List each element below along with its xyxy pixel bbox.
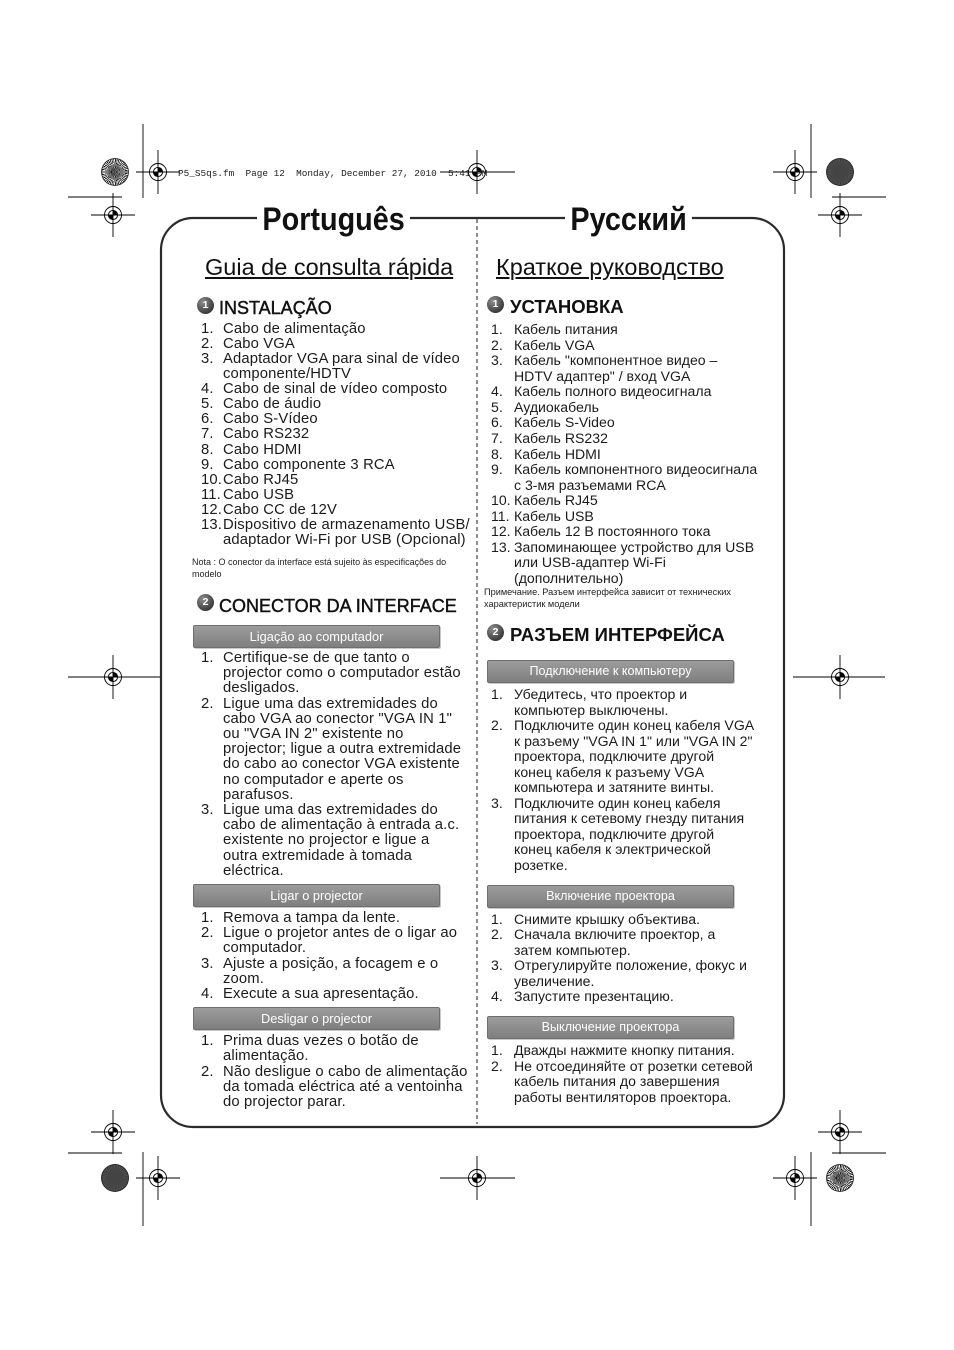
list-item-number: 1. <box>491 911 503 927</box>
list-item-number: 9. <box>491 461 503 478</box>
list-item-number: 5. <box>201 396 214 413</box>
list-item-text: Cabo RS232 <box>223 426 310 443</box>
starburst-mark <box>826 1164 854 1192</box>
list-item-number: 11. <box>491 507 510 524</box>
list-item-text: Снимите крышку объектива. <box>514 911 700 927</box>
list-item-text: Cabo CC de 12V <box>223 501 337 518</box>
list-item <box>491 1059 753 1106</box>
list-item <box>201 957 457 987</box>
list-item <box>201 803 461 879</box>
list-item-text: Não desligue o cabo de alimentação da tomada eléctrica até a ventoinha do projector parar. <box>223 1063 468 1110</box>
list-item <box>201 412 470 427</box>
list-item <box>201 503 470 518</box>
list-item-number: 2. <box>491 336 503 353</box>
list-item-text: Отрегулируйте положение, фокус и увеличение. <box>514 957 748 989</box>
connect-steps-list <box>491 687 754 874</box>
section-number-badge: 1 <box>197 297 214 314</box>
list-item <box>201 473 470 488</box>
list-item <box>201 322 470 337</box>
registration-target <box>818 655 862 699</box>
list-item-text: Cabo de sinal de vídeo composto <box>223 381 448 398</box>
list-item-text: Cabo RJ45 <box>223 471 299 488</box>
guide-title: Guia de consulta rápida <box>205 254 454 280</box>
list-item <box>201 1065 467 1111</box>
list-item-number: 6. <box>201 411 214 428</box>
list-item-text: Adaptador VGA para sinal de vídeo componente/HDTV <box>223 351 460 383</box>
section-heading-installation: INSTALAÇÃO <box>219 298 332 318</box>
list-item-number: 4. <box>201 986 214 1003</box>
list-item-text: Cabo componente 3 RCA <box>223 456 395 473</box>
list-item-text: Убедитесь, что проектор и компьютер выключены. <box>514 686 688 718</box>
list-item-number: 1. <box>201 910 214 926</box>
list-item-number: 5. <box>491 398 503 415</box>
list-item <box>491 718 754 796</box>
list-item-text: Не отсоединяйте от розетки сетевой кабель питания до завершения работы вентиляторов проектора. <box>514 1057 753 1106</box>
list-item-text: Кабель RS232 <box>514 429 608 446</box>
list-item <box>491 958 747 989</box>
list-item-text: Ajuste a posição, a focagem e o zoom. <box>223 955 439 987</box>
list-item <box>201 397 470 412</box>
language-title-russian: Русский <box>565 201 692 237</box>
list-item-text: Кабель USB <box>514 507 594 524</box>
list-item <box>201 911 457 926</box>
section-number-badge: 1 <box>487 296 504 313</box>
list-item-number: 3. <box>491 794 503 811</box>
starburst-mark <box>101 1164 129 1192</box>
list-item-text: Аудиокабель <box>514 398 599 415</box>
connect-steps-list <box>201 651 461 879</box>
list-item <box>201 518 470 548</box>
subsection-bar-power-off: Desligar o projector <box>193 1007 440 1030</box>
registration-target <box>455 1156 499 1200</box>
registration-target <box>818 193 862 237</box>
list-item-number: 2. <box>491 717 503 734</box>
section-number-badge: 2 <box>487 624 504 641</box>
list-item <box>491 493 757 509</box>
list-item <box>491 338 757 354</box>
list-item-text: Cabo S-Vídeo <box>223 411 318 428</box>
subsection-bar-power-on: Включение проектора <box>487 885 734 908</box>
registration-target <box>773 150 817 194</box>
list-item-text: Cabo USB <box>223 486 295 503</box>
list-item-text: Кабель "компонентное видео – HDTV адаптер" / вход VGA <box>514 352 718 384</box>
subsection-bar-connect: Подключение к компьютеру <box>487 660 734 683</box>
list-item-number: 13. <box>201 516 223 533</box>
list-item-number: 1. <box>201 1033 214 1049</box>
list-item-text: Remova a tampa da lente. <box>223 910 401 926</box>
list-item-text: Ligue o projetor antes de o ligar ao computador. <box>223 925 458 957</box>
list-item <box>491 447 757 463</box>
list-item-text: Execute a sua apresentação. <box>223 986 419 1003</box>
subsection-bar-power-off: Выключение проектора <box>487 1016 734 1039</box>
list-item-text: Certifique-se de que tanto o projector como o computador estão desligados. <box>223 650 461 697</box>
list-item-number: 2. <box>201 695 214 712</box>
list-item-text: Запустите презентацию. <box>514 988 674 1005</box>
registration-target <box>91 1110 135 1154</box>
section-heading-interface: РАЗЪЕМ ИНТЕРФЕЙСА <box>510 624 725 645</box>
list-item <box>201 987 457 1002</box>
list-item-text: Ligue uma das extremidades do cabo de alimentação à entrada a.c. existente no projector e ligue a outra extremidade à tomada eléctrica. <box>223 802 460 879</box>
list-item <box>201 488 470 503</box>
list-item-number: 12. <box>491 523 511 540</box>
list-item <box>491 796 754 874</box>
power-off-steps-list <box>201 1034 467 1110</box>
list-item <box>201 697 461 803</box>
installation-note: Примечание. Разъем интерфейса зависит от технических характеристик модели <box>484 587 731 609</box>
list-item-text: Подключите один конец кабеля питания к сетевому гнезду питания проектора, подключите другой конец кабеля к электрической розетке. <box>514 794 745 874</box>
list-item-text: Cabo VGA <box>223 336 295 353</box>
power-on-steps-list <box>491 912 747 1004</box>
list-item-number: 3. <box>491 957 503 974</box>
section-heading-interface: CONECTOR DA INTERFACE <box>219 596 457 616</box>
list-item-text: Кабель 12 В постоянного тока <box>514 523 711 540</box>
list-item-text: Кабель VGA <box>514 336 595 353</box>
power-off-steps-list <box>491 1043 753 1106</box>
list-item <box>201 352 470 382</box>
list-item-number: 6. <box>491 414 503 431</box>
section-number-badge: 2 <box>197 594 214 611</box>
list-item-number: 1. <box>491 321 503 337</box>
list-item <box>491 462 757 493</box>
starburst-mark <box>101 158 129 186</box>
language-title-portuguese: Português <box>257 201 410 237</box>
list-item-number: 10. <box>491 492 511 509</box>
list-item <box>491 353 757 384</box>
list-item-text: Запоминающее устройство для USB или USB-адаптер Wi-Fi (дополнительно) <box>514 538 755 586</box>
list-item <box>491 524 757 540</box>
list-item-text: Cabo HDMI <box>223 441 302 458</box>
list-item-text: Подключите один конец кабеля VGA к разъему "VGA IN 1" или "VGA IN 2" проектора, подключите другой конец кабеля к разъему VGA компьютера и затяните винты. <box>514 717 755 796</box>
list-item <box>491 322 757 338</box>
list-item-text: Кабель компонентного видеосигнала с 3-мя разъемами RCA <box>514 461 758 493</box>
list-item-number: 1. <box>491 686 503 702</box>
list-item <box>201 443 470 458</box>
list-item <box>491 384 757 400</box>
list-item-number: 4. <box>491 988 503 1005</box>
list-item-number: 12. <box>201 501 223 518</box>
registration-target <box>91 655 135 699</box>
list-item-text: Сначала включите проектор, а затем компьютер. <box>514 926 716 958</box>
installation-note: Nota : O conector da interface está sujeito às especificações do modelo <box>192 557 447 579</box>
registration-target <box>773 1156 817 1200</box>
list-item-text: Кабель RJ45 <box>514 492 598 509</box>
list-item-number: 1. <box>201 321 214 337</box>
starburst-mark <box>826 158 854 186</box>
list-item <box>491 687 754 718</box>
list-item <box>491 989 747 1004</box>
list-item-number: 3. <box>491 352 503 369</box>
registration-target <box>91 193 135 237</box>
list-item-number: 2. <box>201 336 214 353</box>
list-item-text: Cabo de áudio <box>223 396 322 413</box>
list-item <box>491 540 757 587</box>
list-item-text: Кабель S-Video <box>514 414 615 431</box>
guide-title: Краткое руководство <box>496 254 724 280</box>
list-item-number: 3. <box>201 351 214 368</box>
list-item-number: 1. <box>201 650 214 666</box>
list-item <box>491 927 747 958</box>
list-item-text: Кабель полного видеосигнала <box>514 383 712 400</box>
list-item-number: 3. <box>201 802 214 819</box>
list-item <box>491 400 757 416</box>
list-item-text: Cabo de alimentação <box>223 321 366 337</box>
list-item-number: 7. <box>201 426 214 443</box>
list-item <box>201 382 470 397</box>
installation-list <box>201 322 470 548</box>
list-item-number: 8. <box>201 441 214 458</box>
list-item-number: 9. <box>201 456 214 473</box>
list-item <box>201 651 461 697</box>
list-item-number: 2. <box>201 1063 214 1080</box>
list-item-text: Кабель питания <box>514 321 618 337</box>
list-item-text: Дважды нажмите кнопку питания. <box>514 1042 735 1058</box>
subsection-bar-connect: Ligação ao computador <box>193 625 440 648</box>
registration-target <box>818 1110 862 1154</box>
list-item-text: Prima duas vezes o botão de alimentação. <box>223 1033 419 1065</box>
installation-list <box>491 322 757 587</box>
list-item <box>201 926 457 956</box>
list-item-number: 7. <box>491 429 503 446</box>
list-item-text: Кабель HDMI <box>514 445 601 462</box>
list-item-number: 4. <box>201 381 214 398</box>
list-item-text: Dispositivo de armazenamento USB/ adaptador Wi-Fi por USB (Opcional) <box>223 516 470 548</box>
list-item <box>491 509 757 525</box>
list-item <box>491 415 757 431</box>
list-item-text: Ligue uma das extremidades do cabo VGA ao conector "VGA IN 1" ou "VGA IN 2" existente no projector; ligue a outra extremidade do cabo ao conector VGA existente no computador e aperte os parafusos. <box>223 695 462 803</box>
power-on-steps-list <box>201 911 457 1002</box>
list-item-number: 13. <box>491 538 511 555</box>
list-item-number: 8. <box>491 445 503 462</box>
list-item <box>201 1034 467 1065</box>
list-item-number: 3. <box>201 955 214 972</box>
list-item <box>201 458 470 473</box>
list-item <box>491 1043 753 1059</box>
list-item <box>201 337 470 352</box>
list-item <box>491 912 747 927</box>
list-item-number: 11. <box>201 486 221 503</box>
list-item <box>201 427 470 442</box>
subsection-bar-power-on: Ligar o projector <box>193 884 440 907</box>
list-item-number: 2. <box>201 925 214 942</box>
list-item-number: 10. <box>201 471 223 488</box>
list-item-number: 2. <box>491 1057 503 1074</box>
list-item-number: 2. <box>491 926 503 943</box>
section-heading-installation: УСТАНОВКА <box>510 296 624 317</box>
list-item-number: 4. <box>491 383 503 400</box>
list-item-number: 1. <box>491 1042 503 1058</box>
list-item <box>491 431 757 447</box>
file-info-slug: P5_S5qs.fm Page 12 Monday, December 27, 2010 5:41 PM <box>178 168 488 179</box>
